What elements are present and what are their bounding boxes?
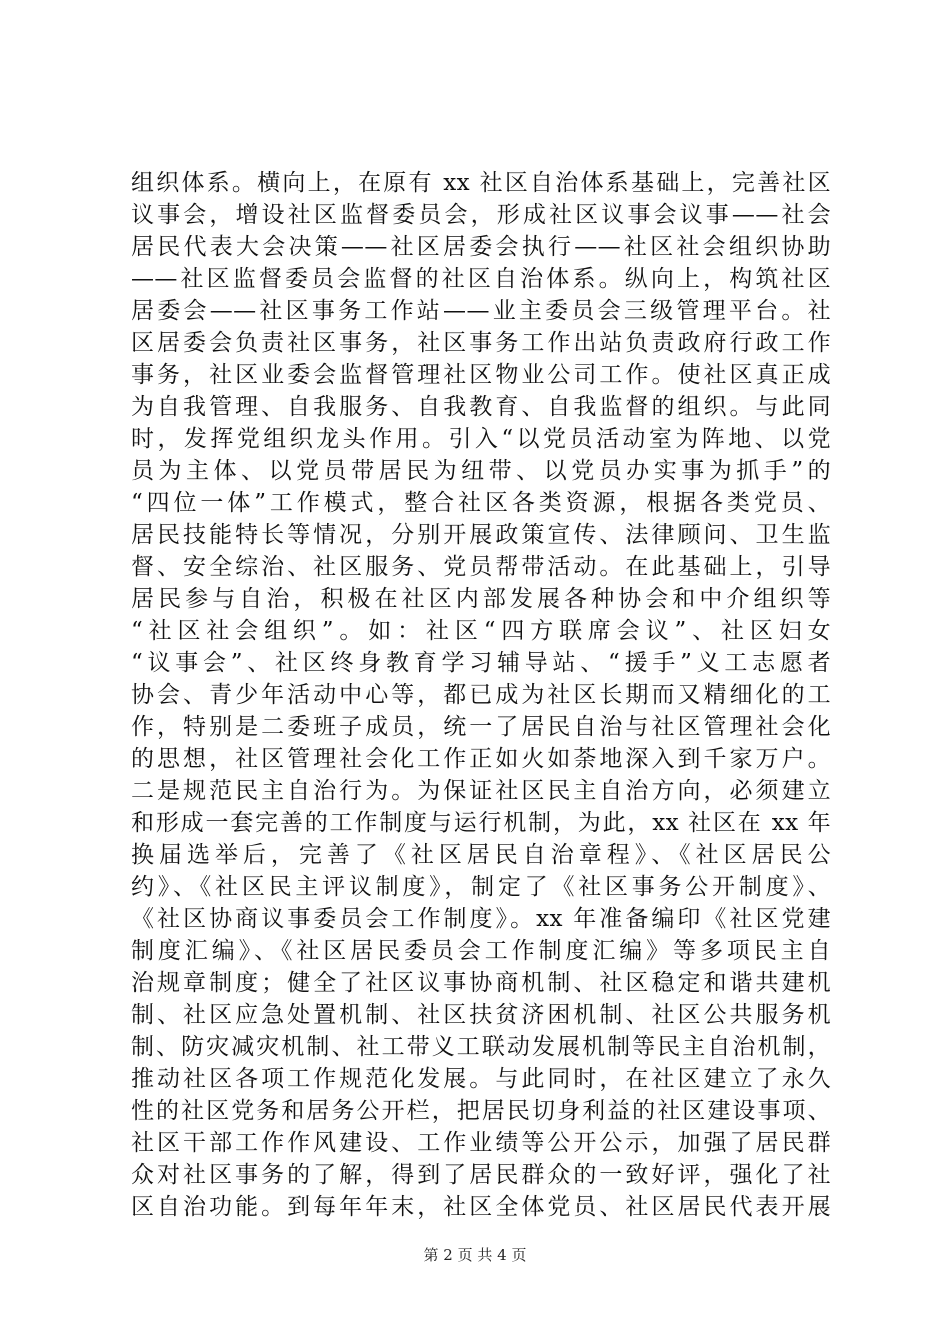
text-line: 和形成一套完善的工作制度与运行机制，为此，xx 社区在 xx 年: [131, 810, 831, 836]
text-line: 组织体系。横向上，在原有 xx 社区自治体系基础上，完善社区: [131, 170, 831, 196]
text-line: 居民技能特长等情况，分别开展政策宣传、法律顾问、卫生监: [131, 522, 831, 548]
text-line: 居委会——社区事务工作站——业主委员会三级管理平台。社: [131, 298, 831, 324]
text-line: 督、安全综治、社区服务、党员帮带活动。在此基础上，引导: [131, 554, 831, 580]
text-line: 议事会，增设社区监督委员会，形成社区议事会议事——社会: [131, 202, 831, 228]
text-line: 《社区协商议事委员会工作制度》。xx 年准备编印《社区党建: [131, 906, 831, 932]
text-line: 换届选举后，完善了《社区居民自治章程》、《社区居民公: [131, 842, 831, 868]
text-line: 制度汇编》、《社区居民委员会工作制度汇编》等多项民主自: [131, 938, 831, 964]
text-line: 员为主体、以党员带居民为纽带、以党员办实事为抓手”的: [131, 458, 831, 484]
text-line: ——社区监督委员会监督的社区自治体系。纵向上，构筑社区: [131, 266, 831, 292]
text-line: 时，发挥党组织龙头作用。引入“以党员活动室为阵地、以党: [131, 426, 831, 452]
text-line: 区居委会负责社区事务，社区事务工作出站负责政府行政工作: [131, 330, 831, 356]
text-line: 作，特别是二委班子成员，统一了居民自治与社区管理社会化: [131, 714, 831, 740]
text-line: 居民参与自治，积极在社区内部发展各种协会和中介组织等: [131, 586, 831, 612]
text-line: 众对社区事务的了解，得到了居民群众的一致好评，强化了社: [131, 1162, 831, 1188]
page-footer: 第 2 页 共 4 页: [423, 1246, 527, 1264]
text-line: 二是规范民主自治行为。为保证社区民主自治方向，必须建立: [131, 778, 831, 804]
text-line: 为自我管理、自我服务、自我教育、自我监督的组织。与此同: [131, 394, 831, 420]
text-line: 性的社区党务和居务公开栏，把居民切身利益的社区建设事项、: [131, 1098, 831, 1124]
text-line: 区自治功能。到每年年末，社区全体党员、社区居民代表开展: [131, 1194, 831, 1220]
text-line: 的思想，社区管理社会化工作正如火如荼地深入到千家万户。: [131, 746, 831, 772]
text-line: 制、社区应急处置机制、社区扶贫济困机制、社区公共服务机: [131, 1002, 831, 1028]
text-line: “四位一体”工作模式，整合社区各类资源，根据各类党员、: [131, 490, 831, 516]
body-text: [131, 167, 831, 1223]
text-line: 社区干部工作作风建设、工作业绩等公开公示，加强了居民群: [131, 1130, 831, 1156]
text-line: 推动社区各项工作规范化发展。与此同时，在社区建立了永久: [131, 1066, 831, 1092]
text-line: 居民代表大会决策——社区居委会执行——社区社会组织协助: [131, 234, 831, 260]
text-line: 事务，社区业委会监督管理社区物业公司工作。使社区真正成: [131, 362, 831, 388]
text-line: “社区社会组织”。如：社区“四方联席会议”、社区妇女: [131, 618, 831, 644]
text-line: 约》、《社区民主评议制度》，制定了《社区事务公开制度》、: [131, 874, 831, 900]
text-line: 制、防灾减灾机制、社工带义工联动发展机制等民主自治机制，: [131, 1034, 831, 1060]
text-line: 治规章制度；健全了社区议事协商机制、社区稳定和谐共建机: [131, 970, 831, 996]
text-line: 协会、青少年活动中心等，都已成为社区长期而又精细化的工: [131, 682, 831, 708]
text-line: “议事会”、社区终身教育学习辅导站、“援手”义工志愿者: [131, 650, 831, 676]
